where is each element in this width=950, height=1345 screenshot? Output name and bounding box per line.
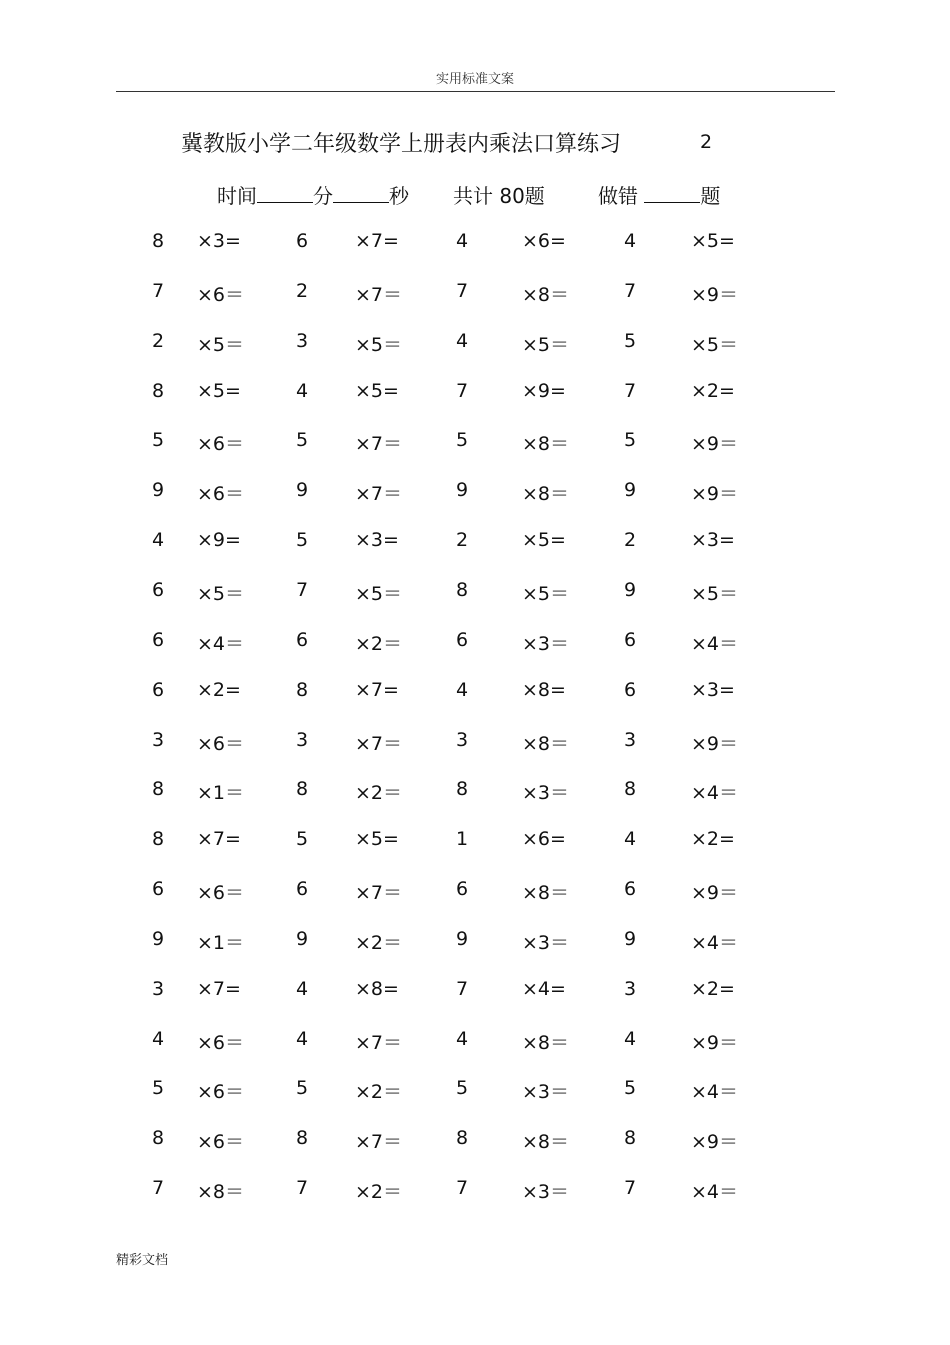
multiplicand: 7: [456, 978, 469, 1000]
multiplicand: 5: [296, 1077, 309, 1099]
multiplicand: 6: [152, 579, 165, 601]
problem-row: [0, 429, 950, 459]
multiplier-expression: ×5=: [197, 380, 241, 402]
multiplicand: 3: [152, 978, 165, 1000]
multiplicand: 3: [624, 978, 637, 1000]
page-title: 冀教版小学二年级数学上册表内乘法口算练习: [181, 132, 622, 157]
multiplier-expression: ×7＝: [355, 284, 403, 306]
multiplier-expression: ×3＝: [522, 1081, 570, 1103]
multiplier-expression: ×6＝: [197, 1131, 245, 1153]
multiplicand: 4: [624, 828, 637, 850]
multiplicand: 7: [152, 1177, 165, 1199]
multiplicand: 5: [456, 429, 469, 451]
multiplier-expression: ×9＝: [691, 733, 739, 755]
multiplier-expression: ×5＝: [522, 334, 570, 356]
problem-row: [0, 579, 950, 609]
multiplicand: 5: [152, 429, 165, 451]
multiplier-expression: ×5=: [522, 529, 566, 551]
multiplier-expression: ×5＝: [355, 334, 403, 356]
multiplicand: 4: [296, 1028, 309, 1050]
multiplier-expression: ×2=: [691, 380, 735, 402]
multiplicand: 8: [456, 1127, 469, 1149]
multiplicand: 5: [152, 1077, 165, 1099]
multiplicand: 5: [296, 529, 309, 551]
multiplier-expression: ×9=: [522, 380, 566, 402]
multiplicand: 7: [296, 1177, 309, 1199]
multiplier-expression: ×9=: [197, 529, 241, 551]
wrong-unit: 题: [700, 184, 721, 208]
multiplicand: 9: [152, 479, 165, 501]
seconds-blank: [333, 184, 389, 203]
multiplier-expression: ×5＝: [197, 334, 245, 356]
multiplier-expression: ×9＝: [691, 433, 739, 455]
multiplier-expression: ×3=: [691, 529, 735, 551]
multiplier-expression: ×6＝: [197, 1081, 245, 1103]
multiplier-expression: ×4＝: [691, 633, 739, 655]
multiplier-expression: ×6=: [522, 230, 566, 252]
multiplier-expression: ×4＝: [691, 932, 739, 954]
multiplicand: 6: [152, 629, 165, 651]
footer-text: 精彩文档: [116, 1253, 169, 1268]
multiplier-expression: ×3＝: [522, 932, 570, 954]
multiplier-expression: ×5＝: [691, 583, 739, 605]
second-label: 秒: [389, 184, 409, 208]
multiplier-expression: ×8=: [522, 679, 566, 701]
multiplicand: 5: [456, 1077, 469, 1099]
multiplier-expression: ×7=: [355, 679, 399, 701]
multiplier-expression: ×5＝: [197, 583, 245, 605]
multiplicand: 4: [152, 529, 165, 551]
multiplicand: 3: [456, 729, 469, 751]
multiplicand: 9: [456, 928, 469, 950]
multiplicand: 6: [296, 629, 309, 651]
multiplicand: 3: [296, 729, 309, 751]
multiplier-expression: ×4＝: [691, 1181, 739, 1203]
multiplicand: 4: [456, 679, 469, 701]
multiplier-expression: ×5＝: [691, 334, 739, 356]
multiplicand: 4: [296, 380, 309, 402]
problem-row: [0, 1028, 950, 1058]
header-text: 实用标准文案: [435, 72, 514, 87]
multiplier-expression: ×3＝: [522, 782, 570, 804]
multiplier-expression: ×6=: [522, 828, 566, 850]
problem-row: [0, 629, 950, 659]
multiplier-expression: ×9＝: [691, 1032, 739, 1054]
multiplier-expression: ×5=: [691, 230, 735, 252]
wrong-label: 做错: [598, 184, 638, 208]
multiplier-expression: ×4=: [522, 978, 566, 1000]
multiplicand: 8: [456, 579, 469, 601]
multiplicand: 6: [624, 878, 637, 900]
minute-label: 分: [313, 184, 333, 208]
multiplier-expression: ×8＝: [522, 1131, 570, 1153]
multiplicand: 5: [624, 429, 637, 451]
multiplier-expression: ×4＝: [691, 1081, 739, 1103]
wrong-count-blank: [644, 184, 700, 203]
exercise-number: 2: [700, 131, 713, 153]
multiplicand: 7: [456, 380, 469, 402]
multiplicand: 4: [624, 1028, 637, 1050]
multiplier-expression: ×2=: [197, 679, 241, 701]
multiplier-expression: ×6＝: [197, 483, 245, 505]
multiplier-expression: ×9＝: [691, 882, 739, 904]
multiplicand: 8: [456, 778, 469, 800]
multiplier-expression: ×7＝: [355, 433, 403, 455]
problem-row: [0, 280, 950, 310]
multiplier-expression: ×6＝: [197, 284, 245, 306]
multiplier-expression: ×6＝: [197, 733, 245, 755]
problem-row: [0, 828, 950, 858]
multiplicand: 6: [296, 878, 309, 900]
multiplicand: 9: [456, 479, 469, 501]
minutes-blank: [257, 184, 313, 203]
multiplier-expression: ×2＝: [355, 932, 403, 954]
multiplicand: 8: [152, 380, 165, 402]
multiplicand: 9: [296, 928, 309, 950]
multiplier-expression: ×2=: [691, 828, 735, 850]
multiplicand: 7: [624, 380, 637, 402]
problem-row: [0, 878, 950, 908]
multiplier-expression: ×3＝: [522, 1181, 570, 1203]
multiplier-expression: ×6＝: [197, 1032, 245, 1054]
multiplier-expression: ×3=: [355, 529, 399, 551]
multiplicand: 3: [624, 729, 637, 751]
multiplicand: 3: [152, 729, 165, 751]
multiplier-expression: ×3=: [197, 230, 241, 252]
problem-row: [0, 928, 950, 958]
multiplier-expression: ×3=: [691, 679, 735, 701]
multiplier-expression: ×8＝: [197, 1181, 245, 1203]
multiplier-expression: ×4＝: [197, 633, 245, 655]
multiplicand: 4: [296, 978, 309, 1000]
multiplier-expression: ×5＝: [355, 583, 403, 605]
multiplicand: 5: [296, 828, 309, 850]
multiplier-expression: ×8＝: [522, 1032, 570, 1054]
total-label: 共计 80题: [453, 184, 545, 208]
multiplicand: 6: [624, 679, 637, 701]
multiplicand: 6: [152, 679, 165, 701]
problem-row: [0, 978, 950, 1008]
multiplicand: 7: [456, 280, 469, 302]
problem-row: [0, 1177, 950, 1207]
multiplier-expression: ×7＝: [355, 483, 403, 505]
multiplier-expression: ×2＝: [355, 1081, 403, 1103]
multiplicand: 5: [624, 1077, 637, 1099]
multiplier-expression: ×9＝: [691, 1131, 739, 1153]
multiplicand: 5: [296, 429, 309, 451]
multiplier-expression: ×5=: [355, 828, 399, 850]
multiplier-expression: ×7＝: [355, 733, 403, 755]
multiplicand: 4: [456, 1028, 469, 1050]
multiplicand: 2: [152, 330, 165, 352]
problem-row: [0, 479, 950, 509]
multiplier-expression: ×4＝: [691, 782, 739, 804]
multiplicand: 7: [624, 280, 637, 302]
multiplicand: 6: [456, 878, 469, 900]
multiplicand: 8: [152, 230, 165, 252]
multiplier-expression: ×5=: [355, 380, 399, 402]
multiplicand: 4: [456, 330, 469, 352]
multiplier-expression: ×1＝: [197, 932, 245, 954]
time-field: [217, 180, 409, 209]
multiplicand: 6: [456, 629, 469, 651]
multiplicand: 9: [296, 479, 309, 501]
multiplicand: 8: [152, 778, 165, 800]
wrong-field: [598, 180, 720, 209]
multiplier-expression: ×6＝: [197, 433, 245, 455]
multiplicand: 7: [624, 1177, 637, 1199]
multiplier-expression: ×2＝: [355, 782, 403, 804]
multiplicand: 7: [152, 280, 165, 302]
multiplicand: 9: [152, 928, 165, 950]
multiplicand: 4: [152, 1028, 165, 1050]
multiplicand: 5: [624, 330, 637, 352]
multiplier-expression: ×2=: [691, 978, 735, 1000]
multiplier-expression: ×2＝: [355, 633, 403, 655]
multiplier-expression: ×8＝: [522, 733, 570, 755]
multiplicand: 7: [456, 1177, 469, 1199]
multiplicand: 1: [456, 828, 469, 850]
multiplier-expression: ×3＝: [522, 633, 570, 655]
multiplicand: 4: [456, 230, 469, 252]
problem-row: [0, 1077, 950, 1107]
multiplicand: 7: [296, 579, 309, 601]
problem-row: [0, 529, 950, 559]
problem-row: [0, 729, 950, 759]
multiplier-expression: ×5＝: [522, 583, 570, 605]
multiplier-expression: ×9＝: [691, 284, 739, 306]
multiplicand: 2: [624, 529, 637, 551]
multiplier-expression: ×7＝: [355, 1131, 403, 1153]
multiplier-expression: ×6＝: [197, 882, 245, 904]
multiplier-expression: ×1＝: [197, 782, 245, 804]
multiplicand: 8: [624, 1127, 637, 1149]
multiplicand: 8: [296, 679, 309, 701]
multiplicand: 4: [624, 230, 637, 252]
multiplicand: 9: [624, 928, 637, 950]
multiplicand: 8: [152, 1127, 165, 1149]
multiplicand: 8: [296, 1127, 309, 1149]
multiplier-expression: ×7=: [355, 230, 399, 252]
multiplier-expression: ×7＝: [355, 882, 403, 904]
problem-row: [0, 778, 950, 808]
multiplicand: 6: [152, 878, 165, 900]
multiplier-expression: ×9＝: [691, 483, 739, 505]
multiplicand: 3: [296, 330, 309, 352]
multiplicand: 6: [624, 629, 637, 651]
problem-row: [0, 330, 950, 360]
multiplier-expression: ×2＝: [355, 1181, 403, 1203]
multiplicand: 2: [296, 280, 309, 302]
problem-row: [0, 380, 950, 410]
problem-row: [0, 679, 950, 709]
multiplicand: 8: [624, 778, 637, 800]
header-divider: [116, 91, 835, 92]
multiplicand: 9: [624, 479, 637, 501]
multiplicand: 9: [624, 579, 637, 601]
multiplier-expression: ×7＝: [355, 1032, 403, 1054]
multiplier-expression: ×8＝: [522, 284, 570, 306]
multiplier-expression: ×8=: [355, 978, 399, 1000]
multiplier-expression: ×8＝: [522, 483, 570, 505]
multiplier-expression: ×7=: [197, 828, 241, 850]
problem-row: [0, 1127, 950, 1157]
time-label: 时间: [217, 184, 257, 208]
multiplicand: 2: [456, 529, 469, 551]
multiplier-expression: ×7=: [197, 978, 241, 1000]
multiplicand: 8: [152, 828, 165, 850]
multiplicand: 6: [296, 230, 309, 252]
multiplier-expression: ×8＝: [522, 882, 570, 904]
multiplicand: 8: [296, 778, 309, 800]
multiplier-expression: ×8＝: [522, 433, 570, 455]
problem-row: [0, 230, 950, 260]
